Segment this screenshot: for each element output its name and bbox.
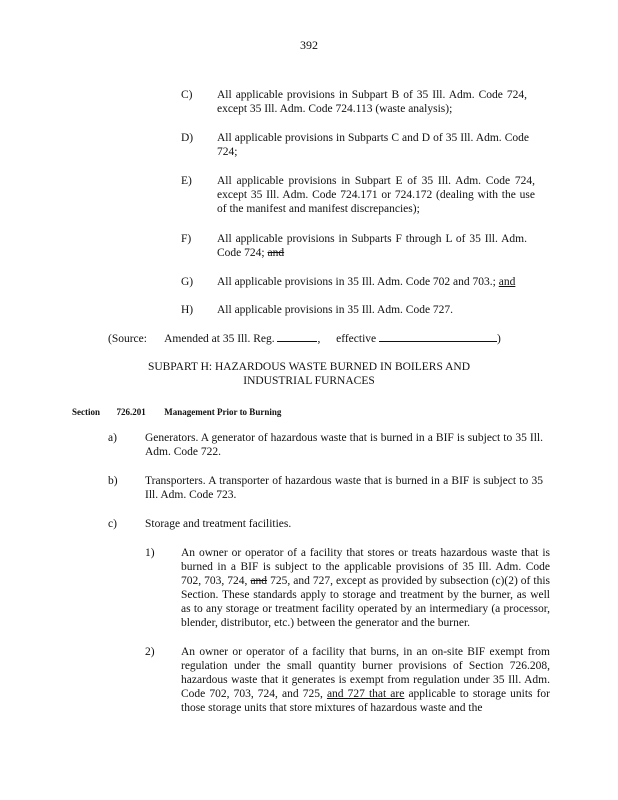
- list-item-text: All applicable provisions in 35 Ill. Adm. Code 702 and 703.;: [217, 276, 496, 288]
- section-label: Section: [72, 407, 100, 417]
- list-item-label: E): [181, 175, 192, 187]
- inserted-text: and 727 that are: [326, 688, 405, 700]
- subparagraph-text: [181, 546, 550, 630]
- subparagraph-body-b: 725, and 727, except as provided by subsection (c)(2) of this Section. These standards apply to storage and treatment by the burner, as well as to any storage or treatment facility operated by an intermediary (a processor, blender, distributor, etc.) between the generator and the burner.: [181, 575, 551, 629]
- section-heading: [72, 405, 281, 419]
- list-item-label: G): [181, 276, 194, 288]
- subparagraph-body-b: applicable to storage units for those storage units that store mixtures of hazardous waste and the: [181, 688, 550, 714]
- list-item-block: [217, 275, 537, 289]
- paragraph-body: A generator of hazardous waste that is burned in a BIF is subject to 35 Ill. Adm. Code 722.: [145, 432, 543, 458]
- paragraph-label: b): [108, 475, 118, 487]
- source-note: [108, 332, 508, 346]
- section-title: Management Prior to Burning: [164, 407, 282, 417]
- section-number: 726.201: [116, 407, 146, 417]
- list-item-text: All applicable provisions in 35 Ill. Adm. Code 727.: [217, 304, 454, 316]
- subparagraph-body-a: An owner or operator of a facility that stores or treats hazardous waste that is burned in a BIF is subject to the applicable provisions of 35 Ill. Adm. Code 702, 703, 724,: [181, 547, 550, 587]
- list-item-text: All applicable provisions in Subpart E of 35 Ill. Adm. Code 724, except 35 Ill. Adm. Code 724.171 or 724.172 (dealing with the use of the manifest and manifest discrepancies);: [217, 175, 535, 215]
- inserted-text: and: [498, 276, 516, 288]
- page-number: 392: [300, 38, 318, 52]
- paragraph-text: [145, 474, 543, 502]
- register-blank: [277, 341, 317, 342]
- paragraph-label: c): [108, 518, 117, 530]
- subparagraph-label: 2): [145, 646, 155, 658]
- paragraph-text: [145, 517, 543, 531]
- list-item-label: D): [181, 132, 194, 144]
- source-prefix: (Source:: [108, 333, 147, 345]
- subpart-heading-line-1: SUBPART H: HAZARDOUS WASTE BURNED IN BOILERS AND: [147, 361, 471, 373]
- paragraph-label: a): [108, 432, 117, 444]
- paragraph-heading: Storage and treatment facilities.: [145, 518, 292, 530]
- subparagraph-text: [181, 645, 550, 715]
- list-item-label: C): [181, 89, 193, 101]
- effective-date-blank: [379, 341, 497, 342]
- paragraph-heading: Transporters.: [145, 475, 206, 487]
- subparagraph-label: 1): [145, 547, 155, 559]
- deleted-text: and: [250, 575, 268, 587]
- paragraph-text: [145, 431, 543, 459]
- source-close: ): [497, 333, 501, 345]
- list-item-text: All applicable provisions in Subparts F through L of 35 Ill. Adm. Code 724;: [217, 233, 527, 259]
- source-amended: Amended at 35 Ill. Reg.: [164, 333, 275, 345]
- subparagraph-body-a: An owner or operator of a facility that burns, in an on-site BIF exempt from regulation under the small quantity burner provisions of Section 726.208, hazardous waste that it generates is exempt from regulation under 35 Ill. Adm. Code 702, 703, 724, and 725,: [181, 646, 550, 700]
- source-effective: effective: [336, 333, 377, 345]
- list-item-text: All applicable provisions in Subparts C and D of 35 Ill. Adm. Code 724;: [217, 132, 529, 158]
- list-item-label: F): [181, 233, 192, 245]
- paragraph-body: A transporter of hazardous waste that is burned in a BIF is subject to 35 Ill. Adm. Code 723.: [145, 475, 543, 501]
- subpart-heading-line-2: INDUSTRIAL FURNACES: [243, 375, 375, 387]
- source-comma: ,: [317, 333, 321, 345]
- list-item-block: [217, 232, 527, 260]
- paragraph-heading: Generators.: [145, 432, 199, 444]
- list-item-text: All applicable provisions in Subpart B of 35 Ill. Adm. Code 724, except 35 Ill. Adm. Code 724.113 (waste analysis);: [217, 89, 527, 115]
- list-item-label: H): [181, 304, 194, 316]
- deleted-text: and: [267, 247, 285, 259]
